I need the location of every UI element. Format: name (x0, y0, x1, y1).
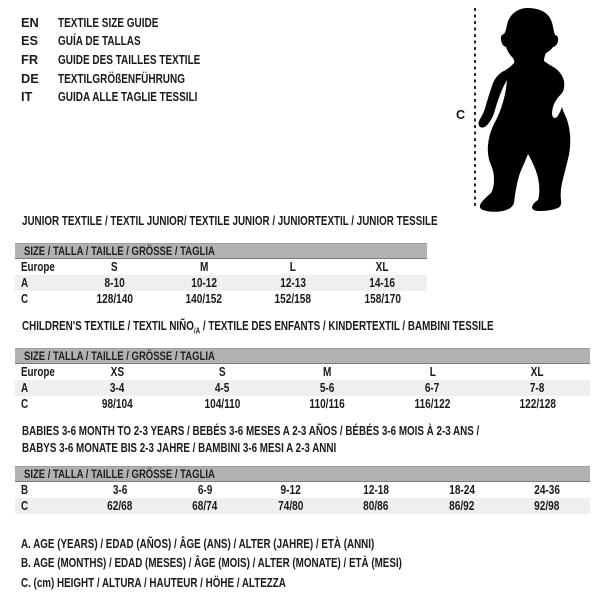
language-code: EN (21, 14, 39, 30)
cell: 7-8 (530, 381, 545, 395)
row-label: Europe (21, 365, 55, 379)
babies-table-title-line1 (22, 424, 600, 438)
row-label: A (21, 381, 29, 395)
legend-line-b (21, 556, 509, 570)
cell: 98/104 (102, 397, 133, 411)
row-label: B (21, 483, 29, 497)
toddler-figure (452, 2, 600, 214)
cell: 104/110 (204, 397, 241, 411)
figure-height-label: C (456, 108, 466, 122)
language-label: GUIDE DES TAILLES TEXTILE (58, 51, 201, 67)
cell: M (199, 260, 209, 274)
children-table-title-text: CHILDREN'S TEXTILE / TEXTIL $NIÑO_{/A}$ / TEXTILE DES ENFANTS / KINDERTEXTIL / BAMBINI TESSILE (22, 319, 494, 336)
legend-text-c: C. (cm) HEIGHT / ALTURA / HAUTEUR / HÖHE / ALTEZZA (21, 576, 286, 590)
cell: 6-9 (197, 483, 213, 497)
cell: 128/140 (96, 292, 133, 306)
children-table-title (22, 319, 600, 336)
cell: 8-10 (104, 276, 125, 290)
toddler-silhouette-graphic (452, 2, 600, 214)
junior-table-title-text: JUNIOR TEXTILE / TEXTIL JUNIOR/ TEXTILE JUNIOR / JUNIORTEXTIL / JUNIOR TESSILE (22, 214, 438, 228)
babies-table-title-text1: BABIES 3-6 MONTH TO 2-3 YEARS / BEBÉS 3-6 MESES A 2-3 AÑOS / BÉBÉS 3-6 MOIS À 2-3 ANS / (22, 424, 480, 438)
cell: 152/158 (274, 292, 312, 306)
cell: S (219, 365, 226, 379)
table-row-age-months (15, 482, 590, 498)
table-row-age-years (15, 380, 590, 396)
cell: 24-36 (534, 483, 561, 497)
cell: 3-4 (110, 381, 125, 395)
row-label: A (21, 276, 29, 290)
cell: 80/86 (363, 499, 389, 513)
language-label: TEXTILE SIZE GUIDE (58, 14, 159, 30)
cell: 68/74 (192, 499, 218, 513)
language-row-fr (21, 50, 241, 69)
junior-table-title (22, 214, 555, 228)
cell: XS (110, 365, 125, 379)
cell: 110/116 (309, 397, 346, 411)
legend-line-a (21, 537, 474, 551)
toddler-silhouette (479, 8, 571, 212)
junior-size-table (15, 243, 427, 307)
legend-text-a: A. AGE (YEARS) / EDAD (AÑOS) / ÂGE (ANS) / ALTER (JAHRE) / ETÀ (ANNI) (21, 537, 375, 551)
language-row-es (21, 32, 241, 51)
cell: S (111, 260, 118, 274)
language-label: TEXTILGRÖßENFÜHRUNG (58, 70, 185, 86)
language-row-en (21, 13, 241, 32)
cell: M (323, 365, 332, 379)
table-row-height-cm (15, 498, 590, 514)
babies-table-title-text2: BABYS 3-6 MONATE BIS 2-3 JAHRE / BAMBINI 3-6 MESI A 2-3 ANNI (22, 441, 337, 455)
title-subscript: /A (193, 326, 201, 336)
language-row-it (21, 87, 241, 106)
cell: 10-12 (190, 276, 217, 290)
legend-text-b: B. AGE (MONTHS) / EDAD (MESES) / ÂGE (MOIS) / ALTER (MONATE) / ETÀ (MESI) (21, 556, 402, 570)
size-header-band (15, 466, 590, 482)
table-row-europe (15, 364, 590, 380)
cell: 3-6 (112, 483, 128, 497)
table-row-europe (15, 259, 427, 275)
row-label: Europe (21, 260, 55, 274)
cell: 92/98 (534, 499, 560, 513)
size-header-text: SIZE / TALLA / TAILLE / GRÖSSE / TAGLIA (24, 349, 215, 363)
language-code: DE (21, 70, 39, 86)
language-row-de (21, 69, 241, 88)
table-row-age-years (15, 275, 427, 291)
cell: 140/152 (185, 292, 223, 306)
cell: 158/170 (364, 292, 401, 306)
cell: 86/92 (449, 499, 475, 513)
language-label: GUÍA DE TALLAS (58, 33, 141, 49)
row-label: C (21, 499, 29, 513)
cell: 6-7 (425, 381, 440, 395)
language-code: ES (21, 33, 39, 49)
cell: 9-12 (280, 483, 301, 497)
cell: 18-24 (448, 483, 475, 497)
cell: XL (531, 365, 544, 379)
babies-table-title-line2 (22, 441, 425, 455)
cell: 116/122 (414, 397, 451, 411)
cell: 4-5 (215, 381, 230, 395)
cell: 5-6 (320, 381, 335, 395)
cell: 74/80 (278, 499, 304, 513)
language-label: GUIDA ALLE TAGLIE TESSILI (58, 89, 198, 105)
cell: L (290, 260, 297, 274)
babies-size-table (15, 466, 590, 514)
row-label: C (21, 292, 29, 306)
size-header-text: SIZE / TALLA / TAILLE / GRÖSSE / TAGLIA (24, 244, 215, 258)
cell: 122/128 (519, 397, 556, 411)
language-code: FR (21, 51, 39, 67)
size-header-band (15, 348, 590, 364)
children-size-table (15, 348, 590, 412)
size-header-text: SIZE / TALLA / TAILLE / GRÖSSE / TAGLIA (24, 467, 215, 481)
legend-line-c (21, 576, 361, 590)
table-row-height-cm (15, 396, 590, 412)
cell: XL (375, 260, 389, 274)
cell: 12-13 (280, 276, 307, 290)
cell: 14-16 (369, 276, 396, 290)
cell: 62/68 (107, 499, 133, 513)
table-row-height-cm (15, 291, 427, 307)
row-label: C (21, 397, 29, 411)
language-guide (21, 13, 241, 106)
cell: 12-18 (363, 483, 390, 497)
cell: L (429, 365, 436, 379)
size-header-band (15, 243, 427, 259)
language-code: IT (21, 89, 33, 105)
